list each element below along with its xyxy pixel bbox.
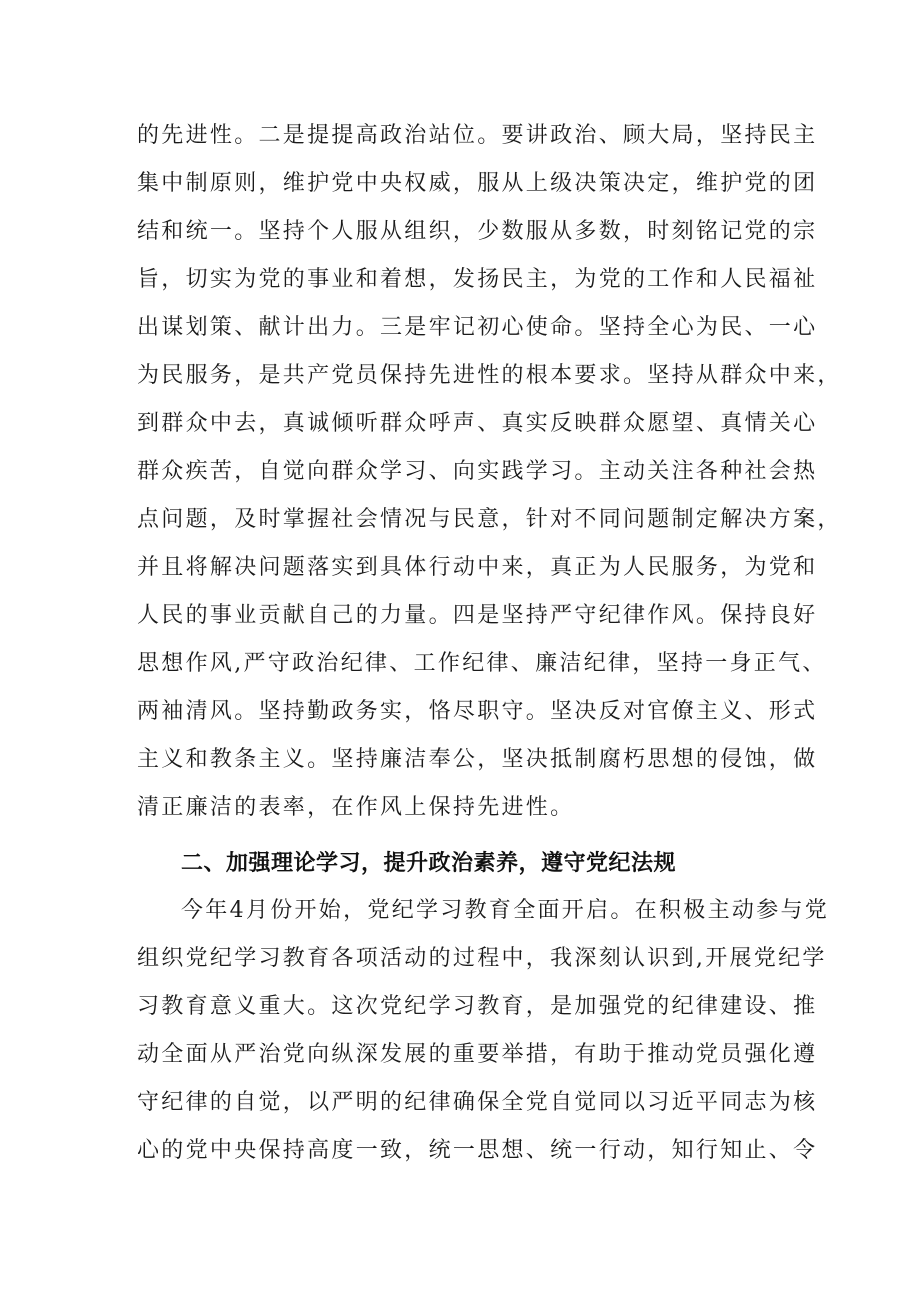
paragraph-line: 到群众中去，真诚倾听群众呼声、真实反映群众愿望、真情关心: [137, 411, 818, 436]
paragraph-line: 人民的事业贡献自己的力量。四是坚持严守纪律作风。保持良好: [137, 603, 818, 628]
paragraph-line: 为民服务，是共产党员保持先进性的根本要求。坚持从群众中来，: [137, 363, 842, 388]
paragraph-line: 主义和教条主义。坚持廉洁奉公，坚决抵制腐朽思想的侵蚀，做: [137, 747, 818, 772]
paragraph-line: 集中制原则，维护党中央权威，服从上级决策决定，维护党的团: [137, 171, 818, 196]
paragraph-line: 点问题，及时掌握社会情况与民意，针对不同问题制定解决方案，: [137, 507, 842, 532]
paragraph-line: 习教育意义重大。这次党纪学习教育，是加强党的纪律建设、推: [137, 994, 818, 1019]
paragraph-line: 思想作风,严守政治纪律、工作纪律、廉洁纪律，坚持一身正气、: [137, 651, 827, 676]
paragraph-line: 群众疾苦，自觉向群众学习、向实践学习。主动关注各种社会热: [137, 459, 818, 484]
paragraph-line: 两袖清风。坚持勤政务实，恪尽职守。坚决反对官僚主义、形式: [137, 699, 818, 724]
paragraph-line-first: 今年4月份开始，党纪学习教育全面开启。在积极主动参与党: [181, 898, 830, 923]
paragraph-line: 组织党纪学习教育各项活动的过程中，我深刻认识到,开展党纪学: [137, 946, 827, 971]
paragraph-line: 守纪律的自觉，以严明的纪律确保全党自觉同以习近平同志为核: [137, 1090, 818, 1115]
paragraph-line-last: 清正廉洁的表率，在作风上保持先进性。: [137, 795, 575, 820]
paragraph-line: 结和统一。坚持个人服从组织，少数服从多数，时刻铭记党的宗: [137, 219, 818, 244]
paragraph-line: 的先进性。二是提提高政治站位。要讲政治、顾大局，坚持民主: [137, 123, 818, 148]
paragraph-line: 出谋划策、献计出力。三是牢记初心使命。坚持全心为民、一心: [137, 315, 818, 340]
paragraph-line: 旨，切实为党的事业和着想，发扬民主，为党的工作和人民福祉: [137, 267, 818, 292]
paragraph-line: 并且将解决问题落实到具体行动中来，真正为人民服务，为党和: [137, 555, 818, 580]
paragraph-line: 动全面从严治党向纵深发展的重要举措，有助于推动党员强化遵: [137, 1042, 818, 1067]
section-heading: 二、加强理论学习，提升政治素养，遵守党纪法规: [181, 851, 677, 876]
paragraph-line: 心的党中央保持高度一致，统一思想、统一行动，知行知止、令: [137, 1138, 818, 1163]
